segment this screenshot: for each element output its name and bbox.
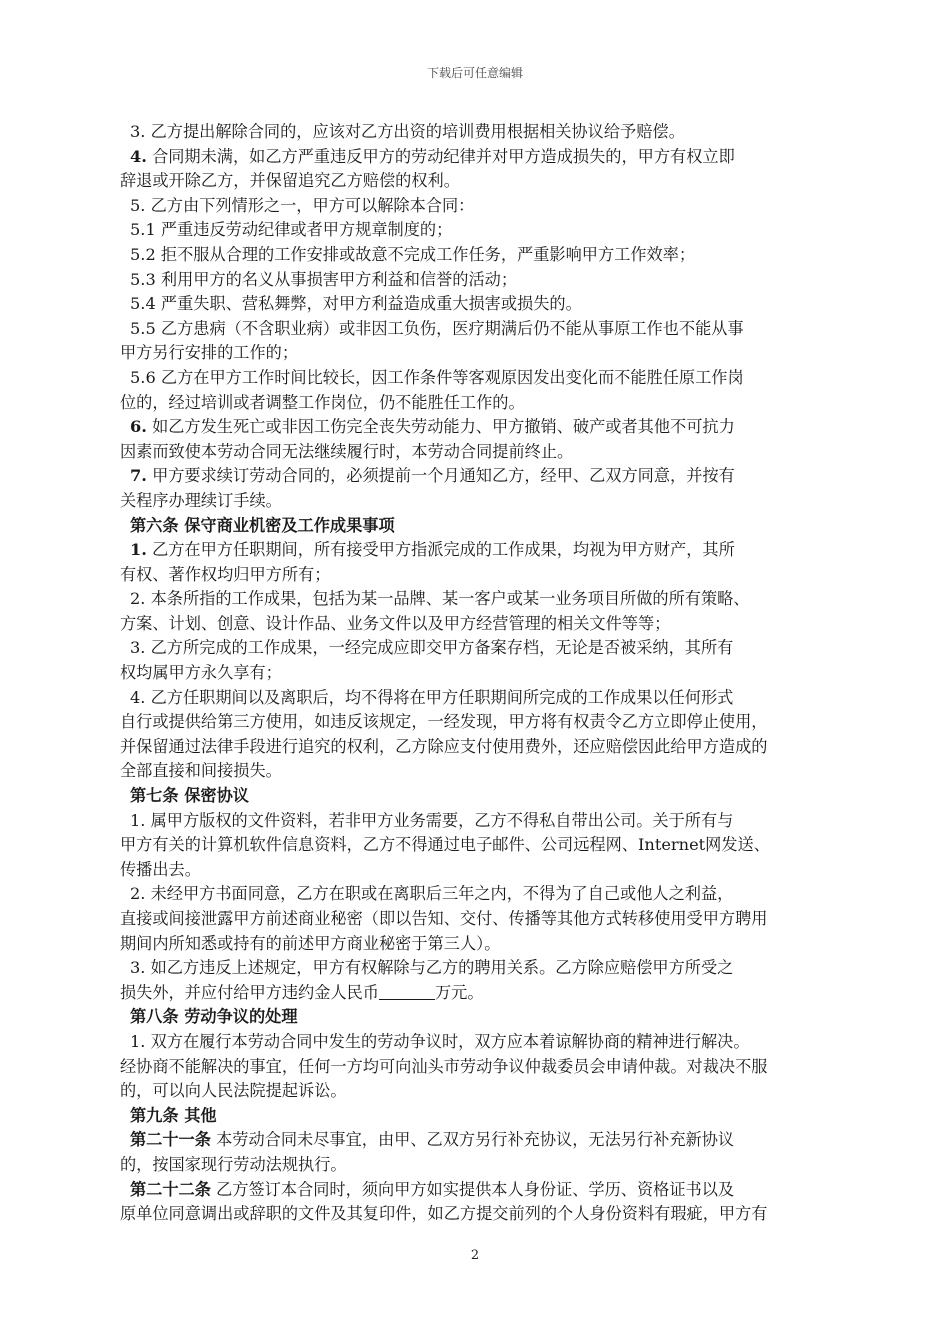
item-number: 6. [130, 417, 147, 437]
text-line [120, 292, 865, 317]
line-text: 乙方患病（不含职业病）或非因工负伤，医疗期满后仍不能从事原工作也不能从事 [160, 318, 744, 338]
text-line [120, 489, 865, 514]
line-suffix: 万元。 [435, 982, 484, 1002]
line-text: 甲方另行安排的工作的； [120, 343, 299, 363]
item-number: 3. [130, 122, 146, 141]
text-line [120, 1055, 865, 1080]
text-line [120, 1079, 865, 1104]
line-text: 的，按国家现行劳动法规执行。 [120, 1154, 347, 1174]
item-number: 4. [130, 146, 147, 166]
line-text: 乙方在甲方任职期间，所有接受甲方指派完成的工作成果，均视为甲方财产，其所 [152, 540, 735, 560]
line-text: 双方在履行本劳动合同中发生的劳动争议时，双方应本着谅解协商的精神进行解决。 [150, 1031, 750, 1051]
text-line [120, 882, 865, 907]
line-text: 位的，经过培训或者调整工作岗位，仍不能胜任工作的。 [120, 392, 525, 412]
heading-text: 第八条 劳动争议的处理 [130, 1007, 298, 1027]
item-number: 5.2 [130, 244, 156, 264]
line-text: 本劳动合同未尽事宜，由甲、乙双方另行补充协议，无法另行补充新协议 [216, 1130, 735, 1150]
line-text: 期间内所知悉或持有的前述甲方商业秘密于第三人）。 [120, 933, 501, 953]
line-text: 自行或提供给第三方使用，如违反该规定，一经发现，甲方将有权责令乙方立即停止使用， [120, 712, 768, 732]
item-number: 5.1 [130, 220, 156, 240]
text-line [120, 243, 865, 268]
line-text: 直接或间接泄露甲方前述商业秘密（即以告知、交付、传播等其他方式转移使用受甲方聘用 [120, 909, 768, 928]
line-text: 因素而致使本劳动合同无法继续履行时，本劳动合同提前终止。 [120, 441, 574, 461]
text-line [120, 809, 865, 834]
text-line [120, 218, 865, 243]
line-text: 如乙方发生死亡或非因工伤完全丧失劳动能力、甲方撤销、破产或者其他不可抗力 [152, 417, 735, 437]
text-line [120, 661, 865, 686]
line-text: 甲方要求续订劳动合同的，必须提前一个月通知乙方，经甲、乙双方同意，并按有 [152, 466, 735, 486]
amount-blank [379, 983, 435, 1000]
line-text: 甲方有关的计算机软件信息资料，乙方不得通过电子邮件、公司远程网、Internet网发送、 [120, 835, 770, 855]
line-text: 乙方所完成的工作成果，一经完成应即交甲方备案存档，无论是否被采纳，其所有 [150, 638, 734, 658]
line-text: 利用甲方的名义从事损害甲方利益和信誉的活动； [160, 269, 518, 289]
line-text: 有权、著作权均归甲方所有； [120, 564, 331, 584]
line-text: 严重违反劳动纪律或者甲方规章制度的； [160, 220, 453, 240]
item-number: 3. [130, 638, 146, 658]
item-number: 2. [130, 884, 146, 904]
item-number: 5.5 [130, 318, 156, 338]
text-line [120, 735, 865, 760]
text-line [120, 1202, 865, 1227]
line-text: 传播出去。 [120, 859, 201, 879]
text-line [120, 981, 865, 1006]
line-text: 拒不服从合理的工作安排或故意不完成工作任务，严重影响甲方工作效率； [160, 244, 696, 264]
item-number: 5.4 [130, 294, 156, 314]
text-line [120, 194, 865, 219]
item-number: 2. [130, 589, 146, 609]
item-number: 4. [130, 687, 146, 707]
text-line [120, 169, 865, 194]
item-number: 1. [130, 1031, 146, 1051]
text-line [120, 907, 865, 932]
text-line [120, 932, 865, 957]
text-line [120, 366, 865, 391]
line-text: 关程序办理续订手续。 [120, 490, 282, 510]
line-text: 乙方提出解除合同的，应该对乙方出资的培训费用根据相关协议给予赔偿。 [150, 122, 685, 141]
line-text: 全部直接和间接损失。 [120, 761, 282, 781]
text-line [120, 415, 865, 440]
text-line [120, 464, 865, 489]
page-header: 下载后可任意编辑 [426, 66, 523, 80]
line-text: 本条所指的工作成果，包括为某一品牌、某一客户或某一业务项目所做的所有策略、 [150, 589, 750, 609]
text-line [120, 1178, 865, 1203]
section-heading [120, 1104, 865, 1129]
line-text: 原单位同意调出或辞职的文件及其复印件，如乙方提交前列的个人身份资料有瑕疵，甲方有 [120, 1204, 768, 1224]
text-line [120, 120, 865, 145]
text-line [120, 538, 865, 563]
text-line [120, 1128, 865, 1153]
line-text: 乙方由下列情形之一，甲方可以解除本合同： [150, 195, 475, 215]
line-text: 乙方在甲方工作时间比较长，因工作条件等客观原因发出变化而不能胜任原工作岗 [160, 367, 744, 387]
line-text: 属甲方版权的文件资料，若非甲方业务需要，乙方不得私自带出公司。关于所有与 [150, 810, 734, 830]
item-number: 5.6 [130, 367, 156, 387]
text-line [120, 563, 865, 588]
section-heading [120, 514, 865, 539]
line-text: 如乙方违反上述规定，甲方有权解除与乙方的聘用关系。乙方除应赔偿甲方所受之 [150, 958, 734, 978]
text-line [120, 317, 865, 342]
line-text: 权均属甲方永久享有； [120, 663, 282, 683]
text-line [120, 440, 865, 465]
line-text: 乙方签订本合同时，须向甲方如实提供本人身份证、学历、资格证书以及 [216, 1179, 735, 1199]
text-line [120, 710, 865, 735]
heading-text: 第九条 其他 [130, 1105, 217, 1125]
text-line [120, 145, 865, 170]
heading-text: 第七条 保密协议 [130, 786, 249, 806]
document-body [120, 120, 865, 1227]
line-text: 辞退或开除乙方，并保留追究乙方赔偿的权利。 [120, 171, 460, 191]
page-number: 2 [470, 1248, 480, 1263]
item-number: 3. [130, 958, 146, 978]
line-text: 严重失职、营私舞弊，对甲方利益造成重大损害或损失的。 [160, 294, 582, 314]
article-label: 第二十二条 [130, 1179, 211, 1199]
text-line [120, 1030, 865, 1055]
line-text: 损失外，并应付给甲方违约金人民币 [120, 982, 379, 1002]
text-line [120, 636, 865, 661]
text-line [120, 612, 865, 637]
text-line [120, 956, 865, 981]
section-heading [120, 784, 865, 809]
text-line [120, 858, 865, 883]
item-number: 5.3 [130, 269, 156, 289]
line-text: 合同期未满，如乙方严重违反甲方的劳动纪律并对甲方造成损失的，甲方有权立即 [152, 146, 735, 166]
text-line [120, 759, 865, 784]
line-text: 经协商不能解决的事宜，任何一方均可向汕头市劳动争议仲裁委员会申请仲裁。对裁决不服 [120, 1056, 768, 1076]
text-line [120, 1153, 865, 1178]
text-line [120, 833, 865, 858]
line-text: 方案、计划、创意、设计作品、业务文件以及甲方经营管理的相关文件等等； [120, 613, 671, 633]
line-text: 乙方任职期间以及离职后，均不得将在甲方任职期间所完成的工作成果以任何形式 [150, 687, 734, 707]
line-text: 未经甲方书面同意，乙方在职或在离职后三年之内，不得为了自己或他人之利益， [150, 884, 734, 904]
line-text: 并保留通过法律手段进行追究的权利，乙方除应支付使用费外，还应赔偿因此给甲方造成的 [120, 736, 768, 756]
item-number: 1. [130, 810, 146, 830]
item-number: 5. [130, 195, 146, 215]
text-line [120, 391, 865, 416]
text-line [120, 341, 865, 366]
text-line [120, 587, 865, 612]
text-line [120, 268, 865, 293]
heading-text: 第六条 保守商业机密及工作成果事项 [130, 515, 395, 535]
line-text: 的，可以向人民法院提起诉讼。 [120, 1081, 347, 1101]
text-line [120, 686, 865, 711]
item-number: 1. [130, 540, 147, 560]
item-number: 7. [130, 466, 147, 486]
article-label: 第二十一条 [130, 1130, 211, 1150]
section-heading [120, 1005, 865, 1030]
